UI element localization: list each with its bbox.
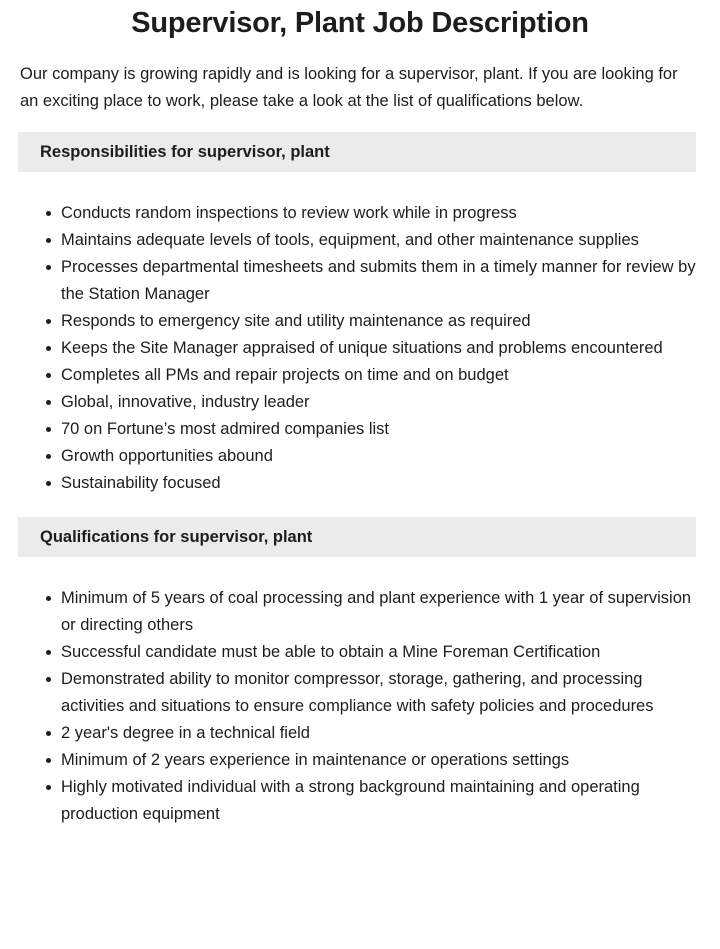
list-item-text: Keeps the Site Manager appraised of unique situations and problems encountered (61, 339, 663, 357)
list-item-text: Minimum of 5 years of coal processing and plant experience with 1 year of supervision or directing others (61, 589, 692, 634)
list-item (20, 308, 700, 335)
list-item-text: Responds to emergency site and utility maintenance as required (61, 312, 531, 330)
list-item-text: Minimum of 2 years experience in maintenance or operations settings (61, 751, 570, 769)
list-item (20, 254, 700, 308)
bullet-icon (46, 677, 51, 682)
list-item (20, 443, 700, 470)
list-item (20, 720, 700, 747)
list-item (20, 585, 700, 639)
list-item (20, 416, 700, 443)
list-item-text: Demonstrated ability to monitor compressor, storage, gathering, and processing activities and situations to ensure compliance with safety policies and procedures (61, 670, 654, 715)
responsibilities-list (20, 200, 700, 497)
list-item-text: Conducts random inspections to review work while in progress (61, 204, 517, 222)
list-item (20, 335, 700, 362)
list-item-text: 70 on Fortune’s most admired companies list (61, 420, 390, 438)
bullet-icon (46, 596, 51, 601)
list-item (20, 389, 700, 416)
bullet-icon (46, 265, 51, 270)
list-item (20, 747, 700, 774)
bullet-icon (46, 758, 51, 763)
bullet-icon (46, 373, 51, 378)
list-item-text: Successful candidate must be able to obtain a Mine Foreman Certification (61, 643, 601, 661)
bullet-icon (46, 238, 51, 243)
list-item-text: 2 year's degree in a technical field (61, 724, 310, 742)
list-item (20, 200, 700, 227)
bullet-icon (46, 785, 51, 790)
bullet-icon (46, 427, 51, 432)
list-item (20, 666, 700, 720)
list-item-text: Sustainability focused (61, 474, 221, 492)
bullet-icon (46, 319, 51, 324)
section-heading: Responsibilities for supervisor, plant (40, 142, 330, 161)
list-item-text: Maintains adequate levels of tools, equipment, and other maintenance supplies (61, 231, 639, 249)
list-item (20, 774, 700, 828)
list-item-text: Global, innovative, industry leader (61, 393, 310, 411)
list-item (20, 470, 700, 497)
list-item-text: Highly motivated individual with a strong background maintaining and operating production equipment (61, 778, 640, 823)
intro-paragraph: Our company is growing rapidly and is looking for a supervisor, plant. If you are looking for an exciting place to work, please take a look at the list of qualifications below. (20, 65, 678, 110)
section-header-responsibilities (18, 132, 696, 172)
section-header-qualifications (18, 517, 696, 557)
bullet-icon (46, 731, 51, 736)
qualifications-list (20, 585, 700, 828)
bullet-icon (46, 650, 51, 655)
bullet-icon (46, 454, 51, 459)
list-item-text: Completes all PMs and repair projects on time and on budget (61, 366, 509, 384)
bullet-icon (46, 481, 51, 486)
bullet-icon (46, 211, 51, 216)
list-item (20, 362, 700, 389)
page-title: Supervisor, Plant Job Description (131, 7, 589, 39)
bullet-icon (46, 346, 51, 351)
list-item (20, 227, 700, 254)
section-heading: Qualifications for supervisor, plant (40, 527, 313, 546)
bullet-icon (46, 400, 51, 405)
list-item-text: Growth opportunities abound (61, 447, 273, 465)
list-item (20, 639, 700, 666)
list-item-text: Processes departmental timesheets and submits them in a timely manner for review by the Station Manager (61, 258, 696, 303)
